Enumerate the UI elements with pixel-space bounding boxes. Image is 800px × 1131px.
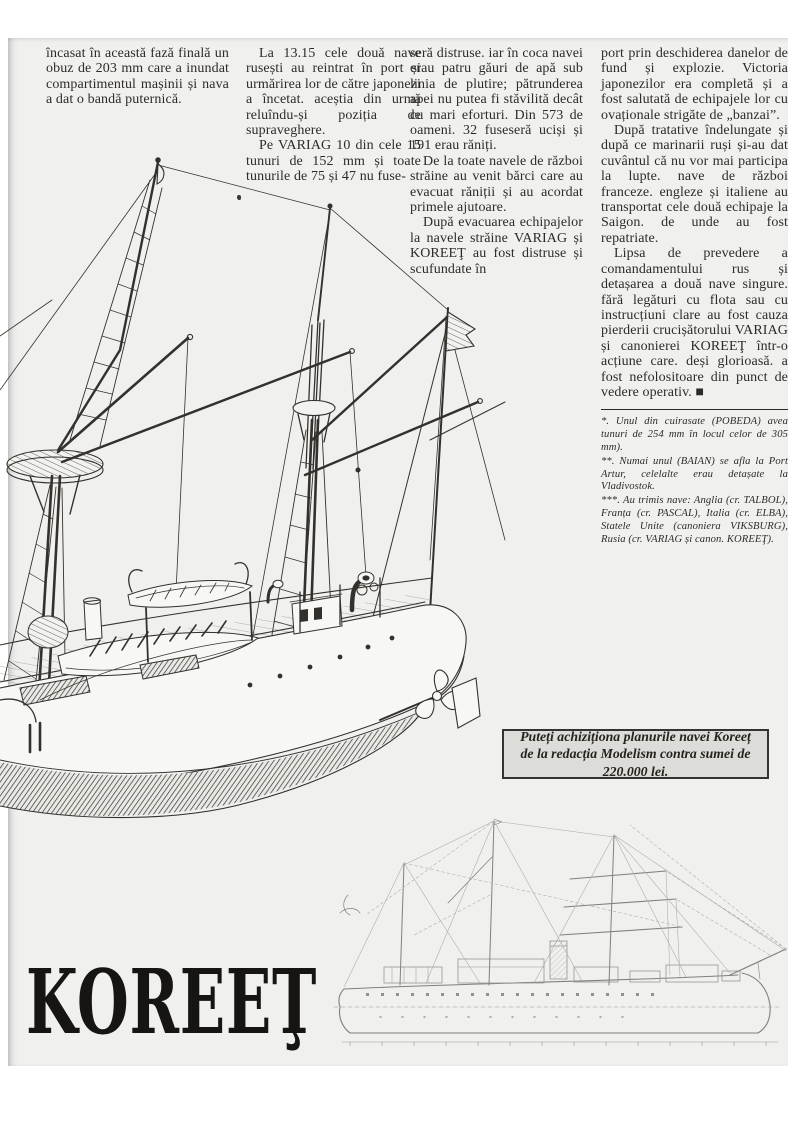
paragraph: Lipsa de prevedere a comandamentului rus și detașarea a două nave singure. fără legături cu flota sau cu instrucțiuni clare au fost cauza pierderii crucișătorului VARIAG și canonierei KOREEŢ într-o acțiune care. deși glorioasă. a fost nefolositoare din punct de vedere operativ. ■ (601, 246, 788, 400)
stern-davit (340, 895, 360, 915)
port-row (366, 993, 654, 996)
stern-flag (446, 312, 475, 351)
footnotes (601, 416, 788, 546)
footnote: **. Numai unul (BAIAN) se afla la Port Artur, celelalte erau detașate la Vladivostok. (601, 455, 788, 493)
paragraph: După tratative îndelungate și după ce marinarii ruși și-au dat cuvântul că nu vor mai participa la lupte. nave de război franceze. engleze și italiene au transportat cele două echipaje la Saigon. de unde au fost repatriate. (601, 123, 788, 246)
ad-box (502, 729, 769, 779)
text-column-4 (601, 46, 788, 547)
bowsprit (730, 949, 786, 975)
ratlines (78, 206, 156, 420)
footnote: *. Unul din cuirasate (POBEDA) avea tunuri de 254 mm în locul celor de 305 mm). (601, 416, 788, 453)
plan-drawing (330, 795, 800, 1075)
funnel (84, 600, 102, 640)
paragraph: Pe VARIAG 10 din cele 15 tunuri de 152 mm și toate tunurile de 75 și 47 nu fuse- (246, 138, 421, 185)
paragraph: De la toate navele de război străine au venit bărci care au evacuat răniții și au acordat primele ajutoare. (410, 153, 583, 216)
main-ship-illustration (0, 140, 512, 825)
boiler-dome (28, 616, 68, 648)
paragraph: încasat în această fază finală un obuz de 203 mm care a inundat compartimentul mașinii și nava a dat o bandă puternică. (46, 46, 229, 108)
ad-box-text: Puteți achiziționa planurile navei Koreeț de la redacția Modelism contra sumei de 220.000 lei. (520, 728, 751, 779)
station-ticks (350, 1042, 766, 1046)
superstructure (384, 941, 740, 983)
mizzenmast (430, 308, 448, 612)
foretop-platform (7, 450, 103, 478)
paragraph: La 13.15 cele două nave rusești au reintrat în port și urmărirea lor de către japonezi a încetat. aceștia din urmă reluîndu-și poziția de supraveghere. (246, 46, 421, 139)
hull-and-deck (0, 578, 480, 818)
footnote: ***. Au trimis nave: Anglia (cr. TALBOL), Franța (cr. PASCAL), Italia (cr. ELBA), Statele Unite (canoniera VIKSBURG), Rusia (cr. VARIAG și canon. KOREEŢ). (601, 495, 788, 545)
rudder (452, 678, 480, 728)
paragraph: După evacuarea echipajelor la navele străine VARIAG și KOREEŢ au fost distruse și scufundate în (410, 215, 583, 277)
footnote-rule (601, 409, 788, 410)
paragraph: port prin deschiderea danelor de fund și explozie. Victoria japonezilor era completă și a fost salutată de echipajele lor cu ovaționale strigăte de „banzai”. (601, 46, 788, 123)
page-title: KOREEŢ (26, 949, 318, 1054)
paragraph: seră distruse. iar în coca navei erau patru găuri de apă sub linia de plutire; pătrunderea apei nu putea fi stăvilită decât cu mari eforturi. Din 573 de oameni. 32 fuseseră uciși și 191 erau răniți. (410, 46, 583, 154)
mainmast (318, 208, 330, 320)
pennant-flag (157, 164, 164, 184)
text-column-1 (46, 46, 229, 108)
funnel (550, 941, 567, 979)
ship-boat (128, 580, 252, 607)
